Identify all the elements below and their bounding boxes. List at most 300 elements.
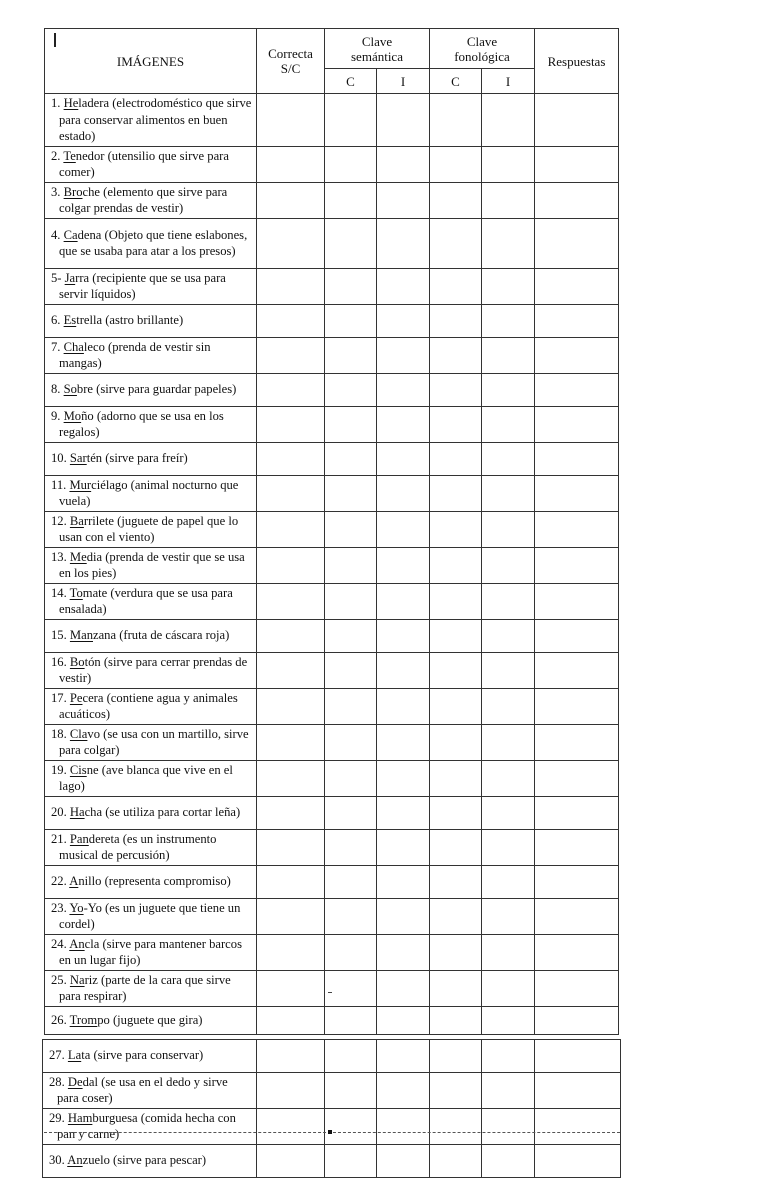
item-word-rest: nillo <box>78 874 102 889</box>
sem-i-cell[interactable] <box>377 1072 430 1108</box>
item-cell[interactable] <box>45 268 257 304</box>
table-row <box>45 511 619 547</box>
item-word-syllable: Cla <box>69 726 88 741</box>
correcta-cell[interactable] <box>257 337 325 373</box>
item-word-syllable: An <box>67 1153 83 1168</box>
sem-c-cell[interactable] <box>325 475 377 511</box>
correcta-cell[interactable] <box>257 218 325 268</box>
fon-i-cell[interactable] <box>482 865 535 898</box>
correcta-cell[interactable] <box>257 511 325 547</box>
table-row <box>45 652 619 688</box>
fon-c-cell[interactable] <box>430 796 482 829</box>
item-word-rest: tón <box>84 654 101 669</box>
sem-i-cell[interactable] <box>377 796 430 829</box>
sem-c-cell[interactable] <box>325 652 377 688</box>
correcta-cell[interactable] <box>257 1144 325 1177</box>
fon-i-cell[interactable] <box>482 442 535 475</box>
item-cell[interactable] <box>45 337 257 373</box>
respuestas-cell[interactable] <box>535 1144 621 1177</box>
sem-i-cell[interactable] <box>377 829 430 865</box>
item-cell[interactable] <box>45 619 257 652</box>
sem-c-cell[interactable] <box>325 898 377 934</box>
sem-c-cell[interactable] <box>325 583 377 619</box>
fon-i-cell[interactable] <box>482 829 535 865</box>
fon-c-cell[interactable] <box>430 898 482 934</box>
sem-c-cell[interactable] <box>325 934 377 970</box>
respuestas-cell[interactable] <box>535 337 619 373</box>
respuestas-cell[interactable] <box>535 1039 621 1072</box>
table-row <box>45 268 619 304</box>
correcta-cell[interactable] <box>257 1006 325 1034</box>
fon-i-cell[interactable] <box>482 511 535 547</box>
respuestas-cell[interactable] <box>535 934 619 970</box>
sem-c-cell[interactable] <box>325 1144 377 1177</box>
fon-c-cell[interactable] <box>430 619 482 652</box>
item-word-rest: zana <box>93 628 117 643</box>
correcta-cell[interactable] <box>257 760 325 796</box>
table-body <box>45 94 619 1035</box>
respuestas-cell[interactable] <box>535 865 619 898</box>
sem-c-cell[interactable] <box>325 796 377 829</box>
sem-c-cell[interactable] <box>325 146 377 182</box>
table-row <box>45 688 619 724</box>
item-cell[interactable] <box>45 652 257 688</box>
sem-i-cell[interactable] <box>377 724 430 760</box>
item-number: 3. <box>51 184 61 199</box>
item-word-syllable: De <box>67 1074 83 1089</box>
correcta-cell[interactable] <box>257 304 325 337</box>
fon-c-cell[interactable] <box>430 688 482 724</box>
sem-i-cell[interactable] <box>377 688 430 724</box>
fon-c-cell[interactable] <box>430 1039 482 1072</box>
item-number: 6. <box>51 313 61 328</box>
sem-i-cell[interactable] <box>377 94 430 147</box>
item-cell[interactable] <box>45 970 257 1006</box>
fon-c-cell[interactable] <box>430 829 482 865</box>
correcta-cell[interactable] <box>257 547 325 583</box>
item-cell[interactable] <box>43 1144 257 1177</box>
respuestas-cell[interactable] <box>535 898 619 934</box>
sem-i-cell[interactable] <box>377 268 430 304</box>
fon-c-cell[interactable] <box>430 146 482 182</box>
correcta-cell[interactable] <box>257 829 325 865</box>
correcta-cell[interactable] <box>257 865 325 898</box>
sem-i-cell[interactable] <box>377 547 430 583</box>
respuestas-cell[interactable] <box>535 724 619 760</box>
fon-i-cell[interactable] <box>482 182 535 218</box>
table-row <box>45 337 619 373</box>
item-word-syllable: Cis <box>69 762 87 777</box>
item-description: (se usa con un martillo, sirve para colgar) <box>59 726 249 757</box>
fon-i-cell[interactable] <box>482 796 535 829</box>
fon-c-cell[interactable] <box>430 652 482 688</box>
fon-i-cell[interactable] <box>482 583 535 619</box>
item-description: (sirve para pescar) <box>109 1153 207 1168</box>
correcta-cell[interactable] <box>257 688 325 724</box>
respuestas-cell[interactable] <box>535 829 619 865</box>
fon-c-cell[interactable] <box>430 442 482 475</box>
sem-i-cell[interactable] <box>377 1006 430 1034</box>
fon-i-cell[interactable] <box>482 652 535 688</box>
item-word-syllable: Ha <box>69 805 85 820</box>
fon-c-cell[interactable] <box>430 373 482 406</box>
sem-i-cell[interactable] <box>377 1108 430 1144</box>
correcta-cell[interactable] <box>257 898 325 934</box>
fon-i-cell[interactable] <box>482 218 535 268</box>
fon-c-cell[interactable] <box>430 218 482 268</box>
header-imagenes-label: IMÁGENES <box>116 53 185 69</box>
item-cell[interactable] <box>45 475 257 511</box>
item-cell[interactable] <box>43 1072 257 1108</box>
sem-i-cell[interactable] <box>377 511 430 547</box>
item-cell[interactable] <box>43 1108 257 1144</box>
respuestas-cell[interactable] <box>535 94 619 147</box>
fon-i-cell[interactable] <box>482 304 535 337</box>
item-cell[interactable] <box>45 94 257 147</box>
header-correcta <box>257 29 325 94</box>
fon-c-cell[interactable] <box>430 94 482 147</box>
correcta-cell[interactable] <box>257 652 325 688</box>
item-cell[interactable] <box>43 1039 257 1072</box>
sem-i-cell[interactable] <box>377 970 430 1006</box>
respuestas-cell[interactable] <box>535 970 619 1006</box>
page-break-line <box>44 1132 620 1133</box>
sem-c-cell[interactable] <box>325 760 377 796</box>
fon-i-cell[interactable] <box>482 1006 535 1034</box>
item-word-rest: burguesa <box>92 1110 138 1125</box>
sem-c-cell[interactable] <box>325 547 377 583</box>
fon-i-cell[interactable] <box>482 1144 535 1177</box>
sem-i-cell[interactable] <box>377 934 430 970</box>
item-cell[interactable] <box>45 511 257 547</box>
item-word-rest: rrilete <box>83 513 114 528</box>
item-cell[interactable] <box>45 406 257 442</box>
fon-c-cell[interactable] <box>430 304 482 337</box>
correcta-cell[interactable] <box>257 268 325 304</box>
fon-c-cell[interactable] <box>430 182 482 218</box>
fon-c-cell[interactable] <box>430 475 482 511</box>
fon-i-cell[interactable] <box>482 1072 535 1108</box>
respuestas-cell[interactable] <box>535 218 619 268</box>
item-word-syllable: Me <box>69 549 87 564</box>
respuestas-cell[interactable] <box>535 406 619 442</box>
item-description: (verdura que se usa para ensalada) <box>59 585 233 616</box>
sem-i-cell[interactable] <box>377 1039 430 1072</box>
correcta-cell[interactable] <box>257 796 325 829</box>
item-description: (utensilio que sirve para comer) <box>59 148 229 179</box>
sem-i-cell[interactable] <box>377 218 430 268</box>
sem-i-cell[interactable] <box>377 182 430 218</box>
fon-i-cell[interactable] <box>482 688 535 724</box>
correcta-cell[interactable] <box>257 619 325 652</box>
item-word-syllable: An <box>69 936 85 951</box>
item-cell[interactable] <box>45 688 257 724</box>
header-respuestas-label: Respuestas <box>547 53 606 69</box>
item-number: 4. <box>51 227 61 242</box>
item-number: 12. <box>51 513 67 528</box>
sem-c-cell[interactable] <box>325 94 377 147</box>
item-word-rest: bre <box>76 382 94 397</box>
respuestas-cell[interactable] <box>535 1072 621 1108</box>
item-cell[interactable] <box>45 760 257 796</box>
sem-c-cell[interactable] <box>325 970 377 1006</box>
fon-c-cell[interactable] <box>430 1072 482 1108</box>
item-word-rest: mate <box>82 585 108 600</box>
correcta-cell[interactable] <box>257 1108 325 1144</box>
sem-i-cell[interactable] <box>377 442 430 475</box>
respuestas-cell[interactable] <box>535 760 619 796</box>
respuestas-cell[interactable] <box>535 146 619 182</box>
item-description: (elemento que sirve para colgar prendas de vestir) <box>59 184 228 215</box>
item-description: (sirve para conservar) <box>90 1048 204 1063</box>
item-description: (juguete de papel que lo usan con el viento) <box>59 513 239 544</box>
sem-c-cell[interactable] <box>325 1108 377 1144</box>
fon-i-cell[interactable] <box>482 898 535 934</box>
item-word-syllable: Bro <box>63 184 83 199</box>
fon-c-cell[interactable] <box>430 511 482 547</box>
item-cell[interactable] <box>45 1006 257 1034</box>
item-description: (fruta de cáscara roja) <box>116 628 230 643</box>
item-cell[interactable] <box>45 898 257 934</box>
fon-c-cell[interactable] <box>430 1144 482 1177</box>
item-word-syllable: Man <box>69 628 93 643</box>
fon-i-cell[interactable] <box>482 934 535 970</box>
fon-i-cell[interactable] <box>482 619 535 652</box>
fon-i-cell[interactable] <box>482 268 535 304</box>
respuestas-cell[interactable] <box>535 583 619 619</box>
respuestas-cell[interactable] <box>535 475 619 511</box>
item-cell[interactable] <box>45 547 257 583</box>
item-cell[interactable] <box>45 304 257 337</box>
sem-i-cell[interactable] <box>377 619 430 652</box>
item-description: (se utiliza para cortar leña) <box>102 805 241 820</box>
sem-i-cell[interactable] <box>377 583 430 619</box>
table-row <box>45 898 619 934</box>
sem-c-cell[interactable] <box>325 511 377 547</box>
correcta-cell[interactable] <box>257 146 325 182</box>
correcta-cell[interactable] <box>257 1072 325 1108</box>
item-cell[interactable] <box>45 182 257 218</box>
item-number: 7. <box>51 339 61 354</box>
fon-c-cell[interactable] <box>430 934 482 970</box>
respuestas-cell[interactable] <box>535 652 619 688</box>
sem-i-cell[interactable] <box>377 1144 430 1177</box>
item-word-syllable: He <box>63 96 79 110</box>
item-word-syllable: Te <box>63 148 76 163</box>
item-word-syllable: Cha <box>63 339 84 354</box>
fon-c-cell[interactable] <box>430 268 482 304</box>
fon-i-cell[interactable] <box>482 475 535 511</box>
item-description: (sirve para freír) <box>102 451 188 466</box>
item-number: 26. <box>51 1012 67 1027</box>
fon-i-cell[interactable] <box>482 337 535 373</box>
item-word-syllable: Trom <box>69 1012 98 1027</box>
table-row <box>43 1144 621 1177</box>
item-word-syllable: So <box>63 382 77 397</box>
item-cell[interactable] <box>45 865 257 898</box>
item-cell[interactable] <box>45 146 257 182</box>
item-cell[interactable] <box>45 934 257 970</box>
header-sem-i: I <box>377 69 430 94</box>
respuestas-cell[interactable] <box>535 547 619 583</box>
table-row <box>45 442 619 475</box>
item-description: (juguete que gira) <box>109 1012 203 1027</box>
sem-c-cell[interactable] <box>325 1072 377 1108</box>
sem-i-cell[interactable] <box>377 373 430 406</box>
respuestas-cell[interactable] <box>535 1108 621 1144</box>
sem-i-cell[interactable] <box>377 406 430 442</box>
respuestas-cell[interactable] <box>535 442 619 475</box>
item-word-rest: ciélago <box>91 477 128 492</box>
item-cell[interactable] <box>45 218 257 268</box>
sem-i-cell[interactable] <box>377 337 430 373</box>
fon-i-cell[interactable] <box>482 94 535 147</box>
item-number: 21. <box>51 831 67 846</box>
sem-c-cell[interactable] <box>325 688 377 724</box>
item-word-rest: cera <box>82 690 104 705</box>
sem-i-cell[interactable] <box>377 760 430 796</box>
correcta-cell[interactable] <box>257 583 325 619</box>
item-description: (prenda de vestir sin mangas) <box>59 339 211 370</box>
sem-c-cell[interactable] <box>325 724 377 760</box>
correcta-cell[interactable] <box>257 442 325 475</box>
item-word-rest: ño <box>81 408 94 423</box>
fon-i-cell[interactable] <box>482 547 535 583</box>
sem-c-cell[interactable] <box>325 865 377 898</box>
sem-c-cell[interactable] <box>325 182 377 218</box>
fon-c-cell[interactable] <box>430 724 482 760</box>
fon-c-cell[interactable] <box>430 547 482 583</box>
table-row <box>45 146 619 182</box>
correcta-cell[interactable] <box>257 406 325 442</box>
sem-c-cell[interactable] <box>325 218 377 268</box>
fon-i-cell[interactable] <box>482 1039 535 1072</box>
sem-c-cell[interactable] <box>325 304 377 337</box>
table-row <box>43 1039 621 1072</box>
respuestas-cell[interactable] <box>535 511 619 547</box>
item-word-syllable: Yo <box>69 900 84 915</box>
sem-i-cell[interactable] <box>377 898 430 934</box>
respuestas-cell[interactable] <box>535 688 619 724</box>
item-number: 19. <box>51 762 67 777</box>
sem-c-cell[interactable] <box>325 406 377 442</box>
item-cell[interactable] <box>45 373 257 406</box>
sem-c-cell[interactable] <box>325 442 377 475</box>
item-cell[interactable] <box>45 442 257 475</box>
fon-i-cell[interactable] <box>482 970 535 1006</box>
sem-c-cell[interactable] <box>325 337 377 373</box>
correcta-cell[interactable] <box>257 970 325 1006</box>
item-word-syllable: Mur <box>69 477 92 492</box>
item-cell[interactable] <box>45 583 257 619</box>
item-description: (sirve para guardar papeles) <box>93 382 237 397</box>
correcta-cell[interactable] <box>257 934 325 970</box>
item-description: (es un juguete que tiene un cordel) <box>59 900 241 931</box>
item-word-rest: riz <box>84 972 98 987</box>
correcta-cell[interactable] <box>257 724 325 760</box>
sem-i-cell[interactable] <box>377 652 430 688</box>
anchor-mark <box>328 1130 332 1134</box>
fon-c-cell[interactable] <box>430 583 482 619</box>
sem-c-cell[interactable] <box>325 268 377 304</box>
item-number: 1. <box>51 96 61 110</box>
item-number: 2. <box>51 148 61 163</box>
header-fon-i: I <box>482 69 535 94</box>
fon-c-cell[interactable] <box>430 1108 482 1144</box>
fon-c-cell[interactable] <box>430 337 482 373</box>
sem-c-cell[interactable] <box>325 1006 377 1034</box>
item-number: 16. <box>51 654 67 669</box>
item-number: 11. <box>51 477 67 492</box>
correcta-cell[interactable] <box>257 475 325 511</box>
fon-c-cell[interactable] <box>430 865 482 898</box>
sem-i-cell[interactable] <box>377 475 430 511</box>
item-cell[interactable] <box>45 829 257 865</box>
sem-c-cell[interactable] <box>325 373 377 406</box>
item-word-rest: zuelo <box>82 1153 110 1168</box>
sem-c-cell[interactable] <box>325 1039 377 1072</box>
fon-i-cell[interactable] <box>482 724 535 760</box>
item-number: 13. <box>51 549 67 564</box>
sem-c-cell[interactable] <box>325 619 377 652</box>
sem-c-cell[interactable] <box>325 829 377 865</box>
respuestas-cell[interactable] <box>535 304 619 337</box>
sem-i-cell[interactable] <box>377 146 430 182</box>
item-cell[interactable] <box>45 724 257 760</box>
item-number: 9. <box>51 408 61 423</box>
sem-i-cell[interactable] <box>377 304 430 337</box>
item-cell[interactable] <box>45 796 257 829</box>
table-row <box>45 865 619 898</box>
fon-c-cell[interactable] <box>430 760 482 796</box>
header-clave-fonologica-label: Clave fonológica <box>454 33 510 64</box>
table-row <box>45 934 619 970</box>
fon-c-cell[interactable] <box>430 970 482 1006</box>
respuestas-cell[interactable] <box>535 796 619 829</box>
section-break-mark <box>328 992 332 993</box>
sem-i-cell[interactable] <box>377 865 430 898</box>
fon-i-cell[interactable] <box>482 373 535 406</box>
fon-c-cell[interactable] <box>430 406 482 442</box>
item-description: (se usa en el dedo y sirve para coser) <box>57 1074 228 1105</box>
table-row <box>45 724 619 760</box>
respuestas-cell[interactable] <box>535 182 619 218</box>
table-row <box>45 406 619 442</box>
respuestas-cell[interactable] <box>535 373 619 406</box>
fon-i-cell[interactable] <box>482 1108 535 1144</box>
item-word-rest: leco <box>83 339 105 354</box>
correcta-cell[interactable] <box>257 373 325 406</box>
respuestas-cell[interactable] <box>535 619 619 652</box>
item-number: 5- <box>51 270 62 285</box>
table-row <box>45 547 619 583</box>
fon-c-cell[interactable] <box>430 1006 482 1034</box>
fon-i-cell[interactable] <box>482 406 535 442</box>
item-description: (astro brillante) <box>102 313 184 328</box>
respuestas-cell[interactable] <box>535 268 619 304</box>
respuestas-cell[interactable] <box>535 1006 619 1034</box>
fon-i-cell[interactable] <box>482 146 535 182</box>
fon-i-cell[interactable] <box>482 760 535 796</box>
correcta-cell[interactable] <box>257 1039 325 1072</box>
item-number: 27. <box>49 1048 65 1063</box>
item-number: 23. <box>51 900 67 915</box>
item-word-syllable: Ca <box>63 227 78 242</box>
correcta-cell[interactable] <box>257 182 325 218</box>
correcta-cell[interactable] <box>257 94 325 147</box>
item-word-rest: dia <box>86 549 103 564</box>
item-description: (adorno que se usa en los regalos) <box>59 408 224 439</box>
